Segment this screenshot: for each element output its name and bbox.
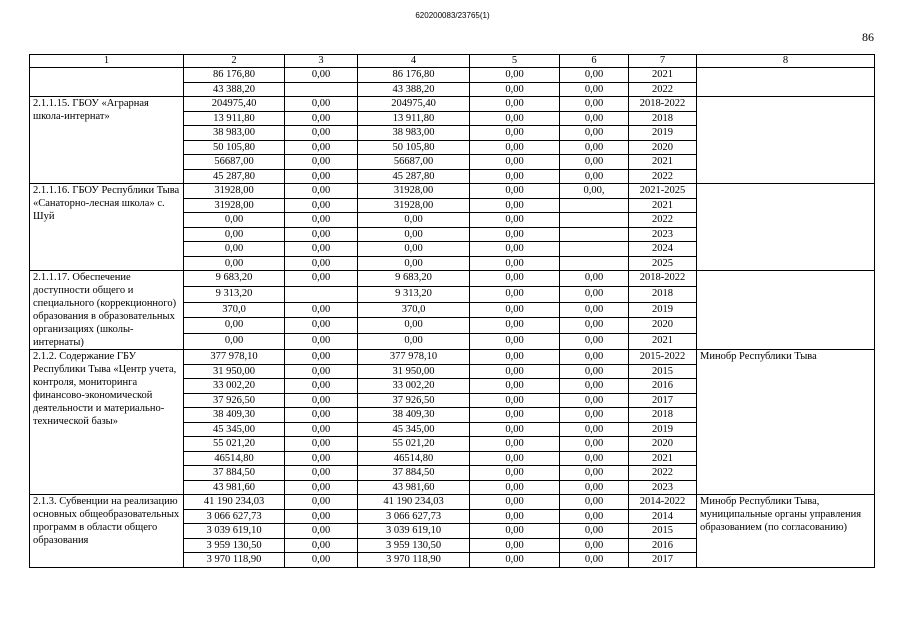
federal-amount-cell: 0,00	[285, 111, 358, 126]
period-cell: 2017	[629, 393, 697, 408]
total-amount-cell: 3 959 130,50	[184, 538, 285, 553]
total-amount-cell: 31928,00	[184, 184, 285, 199]
municipal-amount-cell: 0,00	[470, 480, 560, 495]
total-amount-cell: 55 021,20	[184, 437, 285, 452]
total-amount-cell: 45 345,00	[184, 422, 285, 437]
column-header: 6	[560, 55, 629, 68]
federal-amount-cell: 0,00	[285, 495, 358, 510]
total-amount-cell: 0,00	[184, 256, 285, 271]
republic-amount-cell: 45 345,00	[358, 422, 470, 437]
federal-amount-cell: 0,00	[285, 509, 358, 524]
municipal-amount-cell: 0,00	[470, 242, 560, 257]
table-row	[30, 97, 875, 112]
federal-amount-cell: 0,00	[285, 422, 358, 437]
municipal-amount-cell: 0,00	[470, 126, 560, 141]
column-header: 5	[470, 55, 560, 68]
municipal-amount-cell: 0,00	[470, 538, 560, 553]
republic-amount-cell: 204975,40	[358, 97, 470, 112]
republic-amount-cell: 33 002,20	[358, 379, 470, 394]
federal-amount-cell	[285, 286, 358, 302]
republic-amount-cell: 38 983,00	[358, 126, 470, 141]
republic-amount-cell: 3 039 619,10	[358, 524, 470, 539]
municipal-amount-cell: 0,00	[470, 408, 560, 423]
total-amount-cell: 38 983,00	[184, 126, 285, 141]
republic-amount-cell: 43 388,20	[358, 82, 470, 97]
executor-cell	[697, 68, 875, 97]
republic-amount-cell: 56687,00	[358, 155, 470, 170]
municipal-amount-cell: 0,00	[470, 364, 560, 379]
municipal-amount-cell: 0,00	[470, 466, 560, 481]
republic-amount-cell: 50 105,80	[358, 140, 470, 155]
municipal-amount-cell: 0,00	[470, 140, 560, 155]
federal-amount-cell: 0,00	[285, 155, 358, 170]
budget-table	[29, 54, 875, 568]
federal-amount-cell: 0,00	[285, 538, 358, 553]
federal-amount-cell: 0,00	[285, 553, 358, 568]
document-id: 620200083/23765(1)	[415, 11, 490, 20]
republic-amount-cell: 0,00	[358, 227, 470, 242]
period-cell: 2021	[629, 68, 697, 83]
republic-amount-cell: 41 190 234,03	[358, 495, 470, 510]
extrabudget-amount-cell: 0,00	[560, 68, 629, 83]
total-amount-cell: 31 950,00	[184, 364, 285, 379]
republic-amount-cell: 0,00	[358, 242, 470, 257]
municipal-amount-cell: 0,00	[470, 184, 560, 199]
measure-description: 2.1.1.16. ГБОУ Республики Тыва «Санаторно-лесная школа» с. Шуй	[30, 184, 184, 271]
total-amount-cell: 13 911,80	[184, 111, 285, 126]
municipal-amount-cell: 0,00	[470, 495, 560, 510]
column-header: 8	[697, 55, 875, 68]
federal-amount-cell: 0,00	[285, 408, 358, 423]
federal-amount-cell: 0,00	[285, 480, 358, 495]
federal-amount-cell: 0,00	[285, 524, 358, 539]
table-row	[30, 68, 875, 83]
municipal-amount-cell: 0,00	[470, 213, 560, 228]
municipal-amount-cell: 0,00	[470, 256, 560, 271]
federal-amount-cell: 0,00	[285, 318, 358, 334]
extrabudget-amount-cell: 0,00	[560, 553, 629, 568]
total-amount-cell: 37 926,50	[184, 393, 285, 408]
extrabudget-amount-cell: 0,00	[560, 495, 629, 510]
municipal-amount-cell: 0,00	[470, 68, 560, 83]
extrabudget-amount-cell: 0,00	[560, 169, 629, 184]
extrabudget-amount-cell: 0,00	[560, 437, 629, 452]
column-number-row	[30, 55, 875, 68]
period-cell: 2020	[629, 318, 697, 334]
total-amount-cell: 0,00	[184, 318, 285, 334]
executor-cell: Минобр Республики Тыва, муниципальные органы управления образованием (по согласованию)	[697, 495, 875, 568]
column-header: 3	[285, 55, 358, 68]
total-amount-cell: 33 002,20	[184, 379, 285, 394]
period-cell: 2018	[629, 408, 697, 423]
total-amount-cell: 86 176,80	[184, 68, 285, 83]
extrabudget-amount-cell: 0,00	[560, 140, 629, 155]
period-cell: 2019	[629, 126, 697, 141]
table-row	[30, 184, 875, 199]
republic-amount-cell: 31928,00	[358, 198, 470, 213]
republic-amount-cell: 0,00	[358, 318, 470, 334]
period-cell: 2021	[629, 198, 697, 213]
total-amount-cell: 377 978,10	[184, 350, 285, 365]
total-amount-cell: 0,00	[184, 213, 285, 228]
period-cell: 2015	[629, 364, 697, 379]
period-cell: 2022	[629, 213, 697, 228]
total-amount-cell: 41 190 234,03	[184, 495, 285, 510]
federal-amount-cell: 0,00	[285, 184, 358, 199]
federal-amount-cell: 0,00	[285, 140, 358, 155]
period-cell: 2021	[629, 451, 697, 466]
period-cell: 2022	[629, 169, 697, 184]
period-cell: 2021-2025	[629, 184, 697, 199]
total-amount-cell: 3 039 619,10	[184, 524, 285, 539]
extrabudget-amount-cell: 0,00	[560, 379, 629, 394]
republic-amount-cell: 86 176,80	[358, 68, 470, 83]
federal-amount-cell: 0,00	[285, 379, 358, 394]
extrabudget-amount-cell: 0,00	[560, 97, 629, 112]
republic-amount-cell: 55 021,20	[358, 437, 470, 452]
republic-amount-cell: 377 978,10	[358, 350, 470, 365]
republic-amount-cell: 37 926,50	[358, 393, 470, 408]
extrabudget-amount-cell: 0,00	[560, 111, 629, 126]
republic-amount-cell: 43 981,60	[358, 480, 470, 495]
municipal-amount-cell: 0,00	[470, 302, 560, 318]
municipal-amount-cell: 0,00	[470, 334, 560, 350]
extrabudget-amount-cell: 0,00	[560, 538, 629, 553]
republic-amount-cell: 37 884,50	[358, 466, 470, 481]
executor-cell	[697, 271, 875, 350]
republic-amount-cell: 3 066 627,73	[358, 509, 470, 524]
extrabudget-amount-cell: 0,00	[560, 318, 629, 334]
extrabudget-amount-cell: 0,00	[560, 408, 629, 423]
municipal-amount-cell: 0,00	[470, 169, 560, 184]
period-cell: 2022	[629, 466, 697, 481]
executor-cell	[697, 184, 875, 271]
republic-amount-cell: 0,00	[358, 334, 470, 350]
republic-amount-cell: 3 970 118,90	[358, 553, 470, 568]
total-amount-cell: 3 066 627,73	[184, 509, 285, 524]
period-cell: 2023	[629, 227, 697, 242]
extrabudget-amount-cell	[560, 256, 629, 271]
total-amount-cell: 56687,00	[184, 155, 285, 170]
total-amount-cell: 45 287,80	[184, 169, 285, 184]
column-header: 2	[184, 55, 285, 68]
period-cell: 2022	[629, 82, 697, 97]
extrabudget-amount-cell: 0,00	[560, 509, 629, 524]
extrabudget-amount-cell: 0,00	[560, 524, 629, 539]
period-cell: 2016	[629, 379, 697, 394]
period-cell: 2024	[629, 242, 697, 257]
period-cell: 2021	[629, 155, 697, 170]
period-cell: 2021	[629, 334, 697, 350]
total-amount-cell: 31928,00	[184, 198, 285, 213]
measure-description: 2.1.2. Содержание ГБУ Республики Тыва «Центр учета, контроля, мониторинга финансово-экономической деятельности и материально-технической базы»	[30, 350, 184, 495]
republic-amount-cell: 46514,80	[358, 451, 470, 466]
total-amount-cell: 43 388,20	[184, 82, 285, 97]
total-amount-cell: 9 313,20	[184, 286, 285, 302]
extrabudget-amount-cell: 0,00,	[560, 184, 629, 199]
total-amount-cell: 3 970 118,90	[184, 553, 285, 568]
republic-amount-cell: 31928,00	[358, 184, 470, 199]
total-amount-cell: 50 105,80	[184, 140, 285, 155]
municipal-amount-cell: 0,00	[470, 379, 560, 394]
federal-amount-cell: 0,00	[285, 126, 358, 141]
extrabudget-amount-cell: 0,00	[560, 271, 629, 287]
municipal-amount-cell: 0,00	[470, 393, 560, 408]
federal-amount-cell: 0,00	[285, 271, 358, 287]
extrabudget-amount-cell: 0,00	[560, 126, 629, 141]
extrabudget-amount-cell: 0,00	[560, 82, 629, 97]
extrabudget-amount-cell: 0,00	[560, 480, 629, 495]
republic-amount-cell: 9 313,20	[358, 286, 470, 302]
table-row	[30, 271, 875, 287]
extrabudget-amount-cell	[560, 213, 629, 228]
total-amount-cell: 43 981,60	[184, 480, 285, 495]
total-amount-cell: 370,0	[184, 302, 285, 318]
federal-amount-cell: 0,00	[285, 169, 358, 184]
period-cell: 2015	[629, 524, 697, 539]
municipal-amount-cell: 0,00	[470, 509, 560, 524]
period-cell: 2019	[629, 302, 697, 318]
extrabudget-amount-cell: 0,00	[560, 451, 629, 466]
extrabudget-amount-cell: 0,00	[560, 466, 629, 481]
municipal-amount-cell: 0,00	[470, 227, 560, 242]
republic-amount-cell: 370,0	[358, 302, 470, 318]
federal-amount-cell: 0,00	[285, 393, 358, 408]
total-amount-cell: 204975,40	[184, 97, 285, 112]
extrabudget-amount-cell: 0,00	[560, 350, 629, 365]
executor-cell: Минобр Республики Тыва	[697, 350, 875, 495]
period-cell: 2020	[629, 140, 697, 155]
federal-amount-cell: 0,00	[285, 466, 358, 481]
table-row	[30, 495, 875, 510]
measure-description: 2.1.3. Субвенции на реализацию основных общеобразовательных программ в области общего образования	[30, 495, 184, 568]
period-cell: 2016	[629, 538, 697, 553]
extrabudget-amount-cell: 0,00	[560, 286, 629, 302]
measure-description: 2.1.1.17. Обеспечение доступности общего и специального (коррекционного) образования в образовательных организациях (школы-интернаты)	[30, 271, 184, 350]
federal-amount-cell	[285, 82, 358, 97]
federal-amount-cell: 0,00	[285, 334, 358, 350]
period-cell: 2018	[629, 286, 697, 302]
total-amount-cell: 37 884,50	[184, 466, 285, 481]
period-cell: 2018-2022	[629, 271, 697, 287]
period-cell: 2014-2022	[629, 495, 697, 510]
federal-amount-cell: 0,00	[285, 350, 358, 365]
republic-amount-cell: 45 287,80	[358, 169, 470, 184]
federal-amount-cell: 0,00	[285, 227, 358, 242]
column-header: 7	[629, 55, 697, 68]
municipal-amount-cell: 0,00	[470, 524, 560, 539]
municipal-amount-cell: 0,00	[470, 318, 560, 334]
extrabudget-amount-cell: 0,00	[560, 422, 629, 437]
period-cell: 2018-2022	[629, 97, 697, 112]
extrabudget-amount-cell	[560, 242, 629, 257]
period-cell: 2014	[629, 509, 697, 524]
municipal-amount-cell: 0,00	[470, 350, 560, 365]
extrabudget-amount-cell: 0,00	[560, 364, 629, 379]
federal-amount-cell: 0,00	[285, 364, 358, 379]
municipal-amount-cell: 0,00	[470, 422, 560, 437]
period-cell: 2018	[629, 111, 697, 126]
column-header: 4	[358, 55, 470, 68]
municipal-amount-cell: 0,00	[470, 553, 560, 568]
measure-description	[30, 68, 184, 97]
municipal-amount-cell: 0,00	[470, 82, 560, 97]
municipal-amount-cell: 0,00	[470, 111, 560, 126]
total-amount-cell: 0,00	[184, 242, 285, 257]
federal-amount-cell: 0,00	[285, 437, 358, 452]
municipal-amount-cell: 0,00	[470, 451, 560, 466]
federal-amount-cell: 0,00	[285, 256, 358, 271]
municipal-amount-cell: 0,00	[470, 286, 560, 302]
extrabudget-amount-cell: 0,00	[560, 334, 629, 350]
republic-amount-cell: 0,00	[358, 213, 470, 228]
total-amount-cell: 0,00	[184, 227, 285, 242]
republic-amount-cell: 3 959 130,50	[358, 538, 470, 553]
republic-amount-cell: 38 409,30	[358, 408, 470, 423]
republic-amount-cell: 31 950,00	[358, 364, 470, 379]
extrabudget-amount-cell: 0,00	[560, 393, 629, 408]
total-amount-cell: 46514,80	[184, 451, 285, 466]
total-amount-cell: 0,00	[184, 334, 285, 350]
period-cell: 2025	[629, 256, 697, 271]
extrabudget-amount-cell: 0,00	[560, 155, 629, 170]
municipal-amount-cell: 0,00	[470, 198, 560, 213]
municipal-amount-cell: 0,00	[470, 437, 560, 452]
table-row	[30, 350, 875, 365]
extrabudget-amount-cell	[560, 227, 629, 242]
period-cell: 2017	[629, 553, 697, 568]
federal-amount-cell: 0,00	[285, 302, 358, 318]
table-body	[30, 68, 875, 568]
federal-amount-cell: 0,00	[285, 198, 358, 213]
federal-amount-cell: 0,00	[285, 68, 358, 83]
federal-amount-cell: 0,00	[285, 451, 358, 466]
measure-description: 2.1.1.15. ГБОУ «Аграрная школа-интернат»	[30, 97, 184, 184]
period-cell: 2019	[629, 422, 697, 437]
federal-amount-cell: 0,00	[285, 97, 358, 112]
republic-amount-cell: 9 683,20	[358, 271, 470, 287]
page-number: 86	[862, 30, 874, 44]
period-cell: 2023	[629, 480, 697, 495]
republic-amount-cell: 13 911,80	[358, 111, 470, 126]
federal-amount-cell: 0,00	[285, 213, 358, 228]
federal-amount-cell: 0,00	[285, 242, 358, 257]
extrabudget-amount-cell	[560, 198, 629, 213]
municipal-amount-cell: 0,00	[470, 271, 560, 287]
total-amount-cell: 9 683,20	[184, 271, 285, 287]
period-cell: 2015-2022	[629, 350, 697, 365]
republic-amount-cell: 0,00	[358, 256, 470, 271]
extrabudget-amount-cell: 0,00	[560, 302, 629, 318]
executor-cell	[697, 97, 875, 184]
municipal-amount-cell: 0,00	[470, 97, 560, 112]
period-cell: 2020	[629, 437, 697, 452]
column-header: 1	[30, 55, 184, 68]
total-amount-cell: 38 409,30	[184, 408, 285, 423]
municipal-amount-cell: 0,00	[470, 155, 560, 170]
